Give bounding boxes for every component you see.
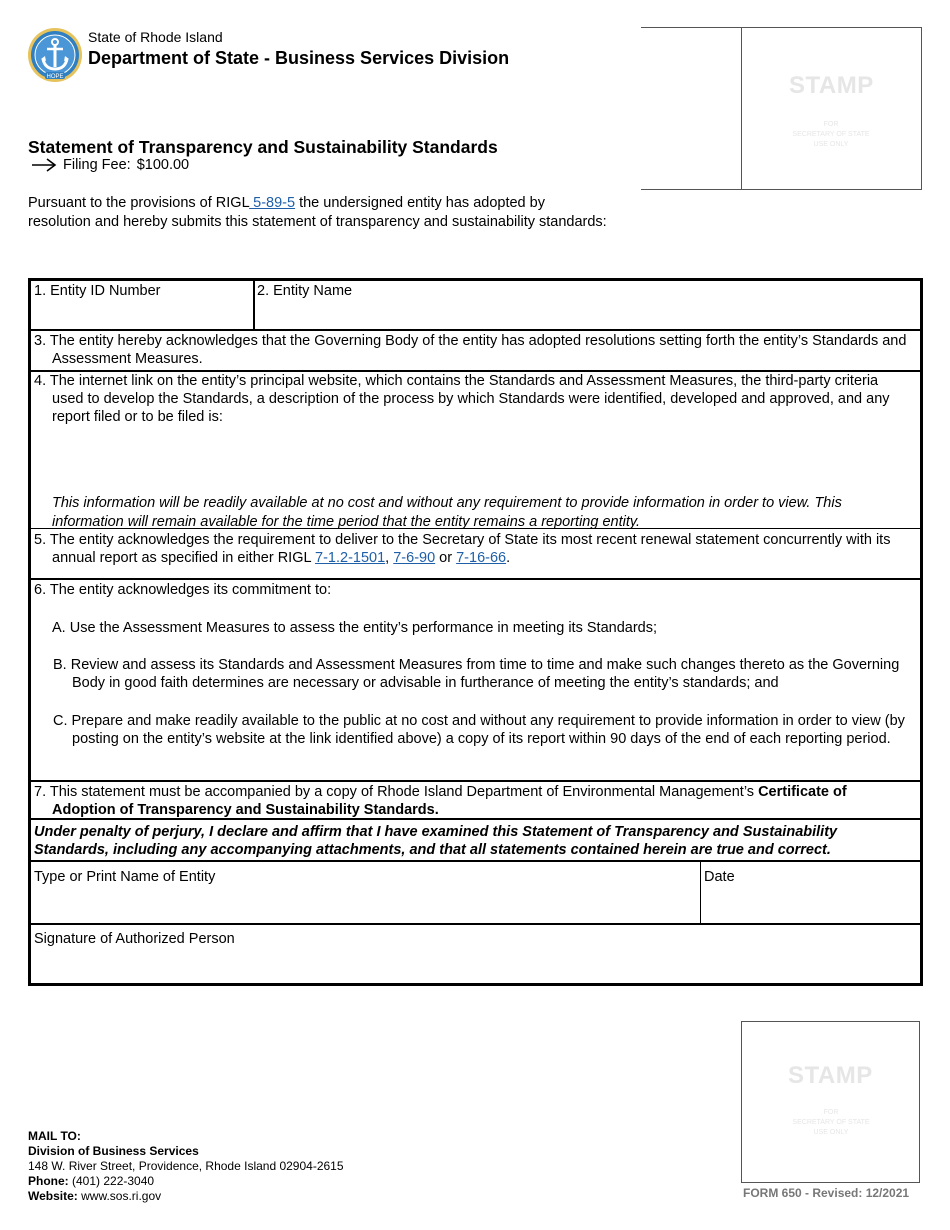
- item-4-note: This information will be readily available at no cost and without any requirement to provide information in order to view. This information will remain available for the time period that the entity remains a reporting entity.: [52, 495, 842, 530]
- filing-fee-label: Filing Fee:: [63, 157, 131, 173]
- phone-label: Phone:: [28, 1174, 69, 1188]
- item-6c-text: C. Prepare and make readily available to the public at no cost and without any requirement to provide information in order to view (by posting on the entity’s website at the link identified above) a copy of its report within 90 days of the end of each reporting period.: [53, 713, 905, 747]
- item-7-text-start: 7. This statement must be accompanied by a copy of Rhode Island Department of Environmental Management’s: [34, 784, 759, 800]
- item-5-text-start: 5. The entity acknowledges the requirement to deliver to the Secretary of State its most recent renewal statement concurrently with its annual report as specified in either RIGL: [34, 532, 891, 566]
- item-6b-text: B. Review and assess its Standards and Assessment Measures from time to time and make such changes thereto as the Governing Body in good faith determines are necessary or advisable in furtherance of meeting the entity’s standards; and: [53, 657, 900, 691]
- mail-to-phone-line: [28, 1174, 344, 1189]
- stamp-label: STAMP: [789, 72, 874, 99]
- item-5-text-end: .: [506, 550, 511, 566]
- entity-print-name-label: Type or Print Name of Entity: [34, 869, 216, 885]
- website-url: www.sos.ri.gov: [77, 1189, 162, 1203]
- entity-id-input[interactable]: [35, 303, 250, 327]
- state-name: State of Rhode Island: [88, 29, 223, 45]
- mail-to-block: [28, 1129, 344, 1204]
- divider: [31, 329, 920, 331]
- intro-text-start: Pursuant to the provisions of RIGL: [28, 195, 250, 211]
- stamp-note: FOR SECRETARY OF STATE USE ONLY: [792, 1109, 870, 1136]
- signature-input[interactable]: [35, 951, 915, 981]
- item-6-text: 6. The entity acknowledges its commitment to:: [34, 582, 332, 598]
- stamp-box-top: [641, 27, 922, 190]
- mail-to-address: 148 W. River Street, Providence, Rhode Island 02904-2615: [28, 1159, 344, 1173]
- intro-text-end: the undersigned entity has adopted by resolution and hereby submits this statement of transparency and sustainability standards:: [28, 195, 607, 230]
- website-link-input[interactable]: [53, 431, 913, 479]
- item-6a-text: A. Use the Assessment Measures to assess the entity’s performance in meeting its Standards;: [52, 620, 657, 636]
- perjury-statement: Under penalty of perjury, I declare and affirm that I have examined this Statement of Transparency and Sustainability Standards, including any accompanying attachments, and that all statements contained herein are true and correct.: [34, 824, 838, 858]
- entity-id-label: 1. Entity ID Number: [34, 283, 161, 299]
- filing-fee: [31, 157, 189, 173]
- stamp-label: STAMP: [788, 1062, 873, 1089]
- stamp-note: FOR SECRETARY OF STATE USE ONLY: [792, 121, 870, 148]
- item-7-text: [34, 783, 910, 819]
- filing-fee-amount: $100.00: [136, 157, 190, 173]
- item-4-text: 4. The internet link on the entity’s principal website, which contains the Standards and Assessment Measures, the third-party criteria used to develop the Standards, a description of the process by which Standards were identified, developed and approved, and any report filed or to be filed is:: [34, 373, 890, 425]
- rigl-7-16-66-link[interactable]: 7-16-66: [456, 550, 507, 566]
- website-label: Website:: [28, 1189, 78, 1203]
- rigl-7-6-90-link[interactable]: 7-6-90: [393, 550, 436, 566]
- intro-paragraph: [28, 194, 608, 232]
- item-5-sep-2: or: [435, 550, 457, 566]
- certificate-name: Certificate of Adoption of Transparency and Sustainability Standards.: [52, 784, 847, 818]
- date-input[interactable]: [705, 889, 915, 919]
- form-number: FORM 650 - Revised: 12/2021: [743, 1186, 910, 1200]
- mail-to-division: Division of Business Services: [28, 1144, 199, 1158]
- mail-to-heading: MAIL TO:: [28, 1129, 81, 1143]
- seal-motto: HOPE: [46, 74, 64, 80]
- signature-label: Signature of Authorized Person: [34, 931, 235, 947]
- rigl-7-1-2-1501-link[interactable]: 7-1.2-1501: [315, 550, 386, 566]
- entity-name-input[interactable]: [259, 303, 914, 327]
- divider: [31, 860, 920, 862]
- divider: [700, 861, 701, 924]
- mail-to-website-line: [28, 1189, 344, 1204]
- divider: [31, 578, 920, 580]
- divider: [31, 923, 920, 925]
- date-label: Date: [704, 869, 735, 885]
- divider: [31, 818, 920, 820]
- rhode-island-seal: [27, 27, 83, 83]
- item-5-sep-1: ,: [385, 550, 394, 566]
- entity-name-label: 2. Entity Name: [257, 283, 353, 299]
- divider: [31, 780, 920, 782]
- stamp-box-bottom: [741, 1021, 920, 1183]
- statement-form: [28, 278, 923, 986]
- page-title: Statement of Transparency and Sustainability Standards: [28, 137, 498, 157]
- divider: [31, 528, 920, 529]
- phone-number: (401) 222-3040: [68, 1174, 155, 1188]
- department-title: Department of State - Business Services Division: [88, 48, 510, 68]
- entity-print-name-input[interactable]: [35, 889, 695, 919]
- item-3-text: 3. The entity hereby acknowledges that the Governing Body of the entity has adopted resolutions setting forth the entity’s Standards and Assessment Measures.: [34, 333, 907, 367]
- arrow-right-icon: [31, 158, 57, 172]
- item-5-text: [34, 531, 910, 567]
- divider: [253, 281, 255, 329]
- rigl-5-89-5-link[interactable]: 5-89-5: [249, 195, 296, 211]
